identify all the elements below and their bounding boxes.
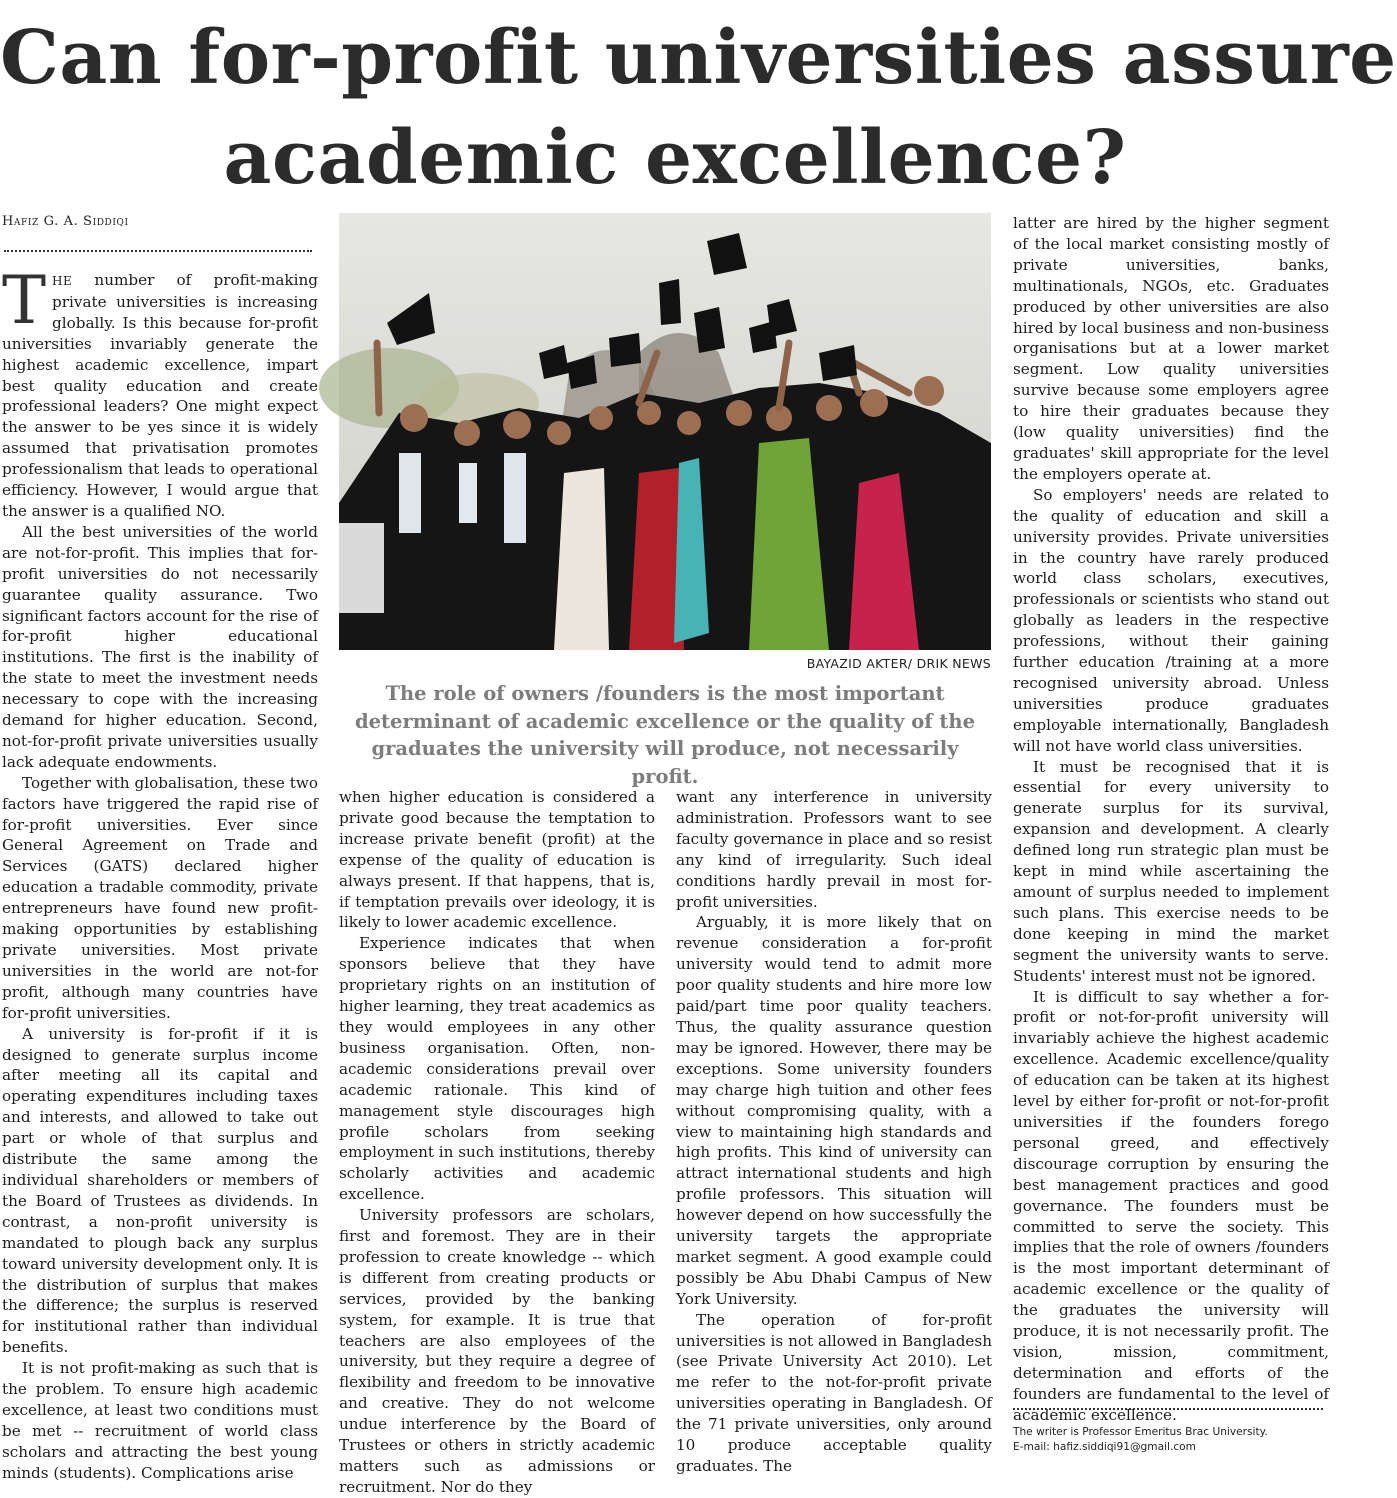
paragraph: when higher education is considered a private good because the temptation to increase private benefit (profit) at the expense of the quality of education is always present. If that happens, that is, if temptation prevails over ideology, it is likely to lower academic excellence. — [339, 788, 655, 932]
paragraph: So employers' needs are related to the quality of education and skill a university provides. Private universities in the country have rarely produced world class scholars, executives, professionals or scientists who stand out globally as leaders in the respective professions, without their gaining further education /training at a more recognised university abroad. Unless universities produce graduates employable internationally, Bangladesh will not have world class universities. — [1013, 485, 1329, 755]
photo-credit: BAYAZID AKTER/ DRIK NEWS — [806, 656, 991, 671]
drop-cap: T — [2, 262, 47, 339]
paragraph: Experience indicates that when sponsors believe that they have proprietary rights on an institution of higher learning, they treat academics as they would employees in any other business organisation. Often, non-academic considerations prevail over academic rationale. This kind of management style discourages high profile scholars from seeking employment in such institutions, thereby scholarly activities and academic excellence. — [339, 934, 655, 1204]
footer-divider — [1013, 1408, 1323, 1410]
paragraph: It must be recognised that it is essential for every university to generate surplus for its survival, expansion and development. A clearly defined long run strategic plan must be kept in mind while ascertaining the amount of surplus needed to implement such plans. This exercise needs to be done keeping in mind the market segment the university wants to serve. Students' interest must not be ignored. — [1013, 757, 1329, 985]
byline: Hafiz G. A. Siddiqi — [2, 214, 129, 229]
paragraph: University professors are scholars, first and foremost. They are in their profession to create knowledge -- which is different from creating products or services, provided by the banking system, for example. It is true that teachers are also employees of the university, but they require a degree of flexibility and freedom to be innovative and creative. They do not welcome undue interference by the Board of Trustees or others in strictly academic matters such as admissions or recruitment. Nor do they — [339, 1206, 655, 1496]
pull-quote: The role of owners /founders is the most important determinant of academic excellence or the quality of the graduates the university will produce, not necessarily profit. — [354, 682, 976, 788]
author-email: E-mail: hafiz.siddiqi91@gmail.com — [1013, 1441, 1196, 1453]
paragraph: Together with globalisation, these two factors have triggered the rapid rise of for-profit universities. Ever since General Agreement on Trade and Services (GATS) declared higher education a tradable commodity, private entrepreneurs have found new profit-making opportunities by establishing private universities. Most private universities in the world are not-for profit, although many countries have for-profit universities. — [2, 773, 318, 1022]
paragraph: All the best universities of the world are not-for-profit. This implies that for-profit universities do not necessarily guarantee quality assurance. Two significant factors account for the rise of for-profit higher educational institutions. The first is the inability of the state to meet the investment needs necessary to cope with the increasing demand for higher education. Second, not-for-profit private universities usually lack adequate endowments. — [2, 522, 318, 771]
paragraph: It is not profit-making as such that is the problem. To ensure high academic excellence, at least two conditions must be met -- recruitment of world class scholars and attracting the best young minds (students). Complications arise — [2, 1359, 318, 1482]
paragraph — [2, 262, 318, 522]
author-note — [1013, 1425, 1333, 1455]
lead-in: HE — [52, 274, 73, 288]
paragraph: The operation of for-profit universities is not allowed in Bangladesh (see Private University Act 2010). Let me refer to the not-for-profit private universities operating in Bangladesh. Of the 71 private universities, only around 10 produce acceptable quality graduates. The — [676, 1310, 992, 1475]
graduates-photo — [339, 213, 991, 650]
article-column-3 — [676, 787, 992, 1477]
author-bio: The writer is Professor Emeritus Brac University. — [1013, 1426, 1268, 1438]
article-column-2 — [339, 787, 655, 1498]
paragraph: A university is for-profit if it is designed to generate surplus income after meeting all its capital and operating expenditures including taxes and interests, and allowed to take out part or whole of that surplus and distribute the same among the individual shareholders or members of the Board of Trustees as dividends. In contrast, a non-profit university is mandated to plough back any surplus toward university development only. It is the distribution of surplus that makes the difference; the surplus is reserved for institutional rather than individual benefits. — [2, 1024, 318, 1357]
paragraph: latter are hired by the higher segment of the local market consisting mostly of private universities, banks, multinationals, NGOs, etc. Graduates produced by other universities are also hired by local business and non-business organisations but at a lower market segment. Low quality universities survive because some employers agree to hire their graduates because they (low quality universities) find the graduates' skill appropriate for the level the employers operate at. — [1013, 214, 1329, 483]
headline — [0, 8, 1397, 208]
photo-illustration — [339, 213, 991, 650]
paragraph-text: number of profit-making private universities is increasing globally. Is this because for-profit universities invariably generate the highest academic excellence, impart best quality education and create professional leaders? One might expect the answer to be yes since it is widely assumed that privatisation promotes professionalism that leads to operational efficiency. However, I would argue that the answer is a qualified NO. — [2, 271, 318, 520]
headline-line-1: Can for-profit universities assure — [0, 15, 1397, 101]
paragraph: Arguably, it is more likely that on revenue consideration a for-profit university would tend to admit more poor quality students and hire more low paid/part time poor quality teachers. Thus, the quality assurance question may be ignored. However, there may be exceptions. Some university founders may charge high tuition and other fees without compromising quality, with a view to maintaining high standards and high profits. This kind of university can attract international students and high profile professors. This situation will however depend on how successfully the university targets the appropriate market segment. A good example could possibly be Abu Dhabi Campus of New York University. — [676, 913, 992, 1308]
byline-divider — [4, 250, 312, 252]
article-column-1 — [2, 262, 318, 1484]
headline-line-2: academic excellence? — [223, 115, 1127, 201]
paragraph: want any interference in university administration. Professors want to see faculty governance in place and so resist any kind of irregularity. Such ideal conditions hardly prevail in most for-profit universities. — [676, 788, 992, 911]
article-column-4 — [1013, 213, 1329, 1426]
paragraph: It is difficult to say whether a for-profit or not-for-profit university will invariably achieve the highest academic excellence. Academic excellence/quality of education can be taken at its highest level by either for-profit or not-for-profit universities if the founders forego personal greed, and effectively discourage corruption by ensuring the best management practices and good governance. The founders must be committed to serve the society. This implies that the role of owners /founders is the most important determinant of academic excellence or the quality of the graduates the university will produce, it is not necessarily profit. The vision, mission, commitment, determination and efforts of the founders are fundamental to the level of academic excellence. — [1013, 987, 1329, 1424]
